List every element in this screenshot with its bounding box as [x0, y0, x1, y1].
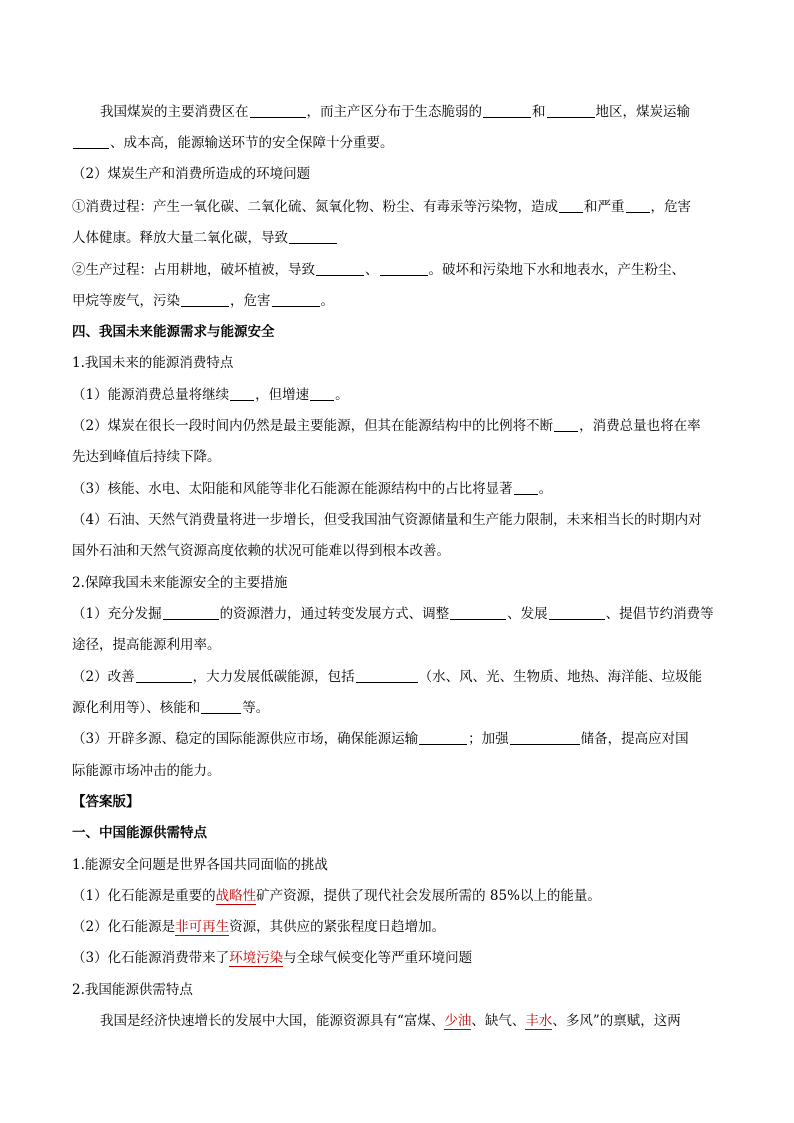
- text-line: [72, 635, 724, 655]
- text-line: [72, 886, 724, 906]
- fill-blank[interactable]: [547, 103, 595, 118]
- text: ；加强: [468, 731, 509, 747]
- fill-blank[interactable]: [181, 292, 229, 307]
- text: 矿产资源，提供了现代社会发展所需的 85%以上的能量。: [256, 888, 601, 904]
- text: （2）改善: [72, 669, 135, 685]
- text-line: [72, 479, 724, 499]
- fill-blank[interactable]: [514, 480, 538, 495]
- text-line: [72, 698, 724, 718]
- text: 我国是经济快速增长的发展中大国，能源资源具有“富煤、: [100, 1013, 445, 1029]
- text-line: [72, 228, 724, 248]
- text: 。: [320, 293, 334, 309]
- text: 。: [335, 387, 349, 403]
- text: 2.我国能源供需特点: [72, 982, 193, 998]
- text: 和严重: [584, 199, 625, 215]
- text: 。破坏和污染地下水和地表水，产生粉尘、: [428, 262, 685, 278]
- text-line: [72, 761, 724, 781]
- subheading: [72, 353, 724, 373]
- text-line: [72, 510, 724, 530]
- fill-blank[interactable]: [559, 198, 583, 213]
- text: 的资源潜力，通过转变发展方式、调整: [219, 606, 450, 622]
- text: 资源，其供应的紧张程度日趋增加。: [229, 919, 446, 935]
- fill-blank[interactable]: [483, 103, 531, 118]
- text-line: [72, 197, 724, 217]
- text: 、发展: [507, 606, 548, 622]
- text: 、成本高，能源输送环节的安全保障十分重要。: [110, 135, 394, 151]
- text: 、: [365, 262, 379, 278]
- text-line: [72, 917, 724, 937]
- answer-text: 少油: [444, 1013, 472, 1029]
- subheading: [72, 980, 724, 1000]
- text: 先达到峰值后持续下降。: [72, 449, 221, 465]
- subheading: [72, 855, 724, 875]
- text: 甲烷等废气，污染: [72, 293, 180, 309]
- text-line: [72, 667, 724, 687]
- fill-blank[interactable]: [316, 261, 364, 276]
- heading-text: 一、中国能源供需特点: [72, 825, 207, 841]
- text: （1）能源消费总量将继续: [72, 387, 230, 403]
- text-line: [72, 133, 724, 153]
- text: 人体健康。释放大量二氧化碳，导致: [72, 230, 288, 246]
- text: ，危害: [650, 199, 691, 215]
- text-line: [72, 541, 724, 561]
- text-line: [100, 102, 724, 122]
- text: （4）石油、天然气消费量将进一步增长，但受我国油气资源储量和生产能力限制，未来相当长的时期内对: [72, 512, 702, 528]
- fill-blank[interactable]: [380, 261, 428, 276]
- text-line: [72, 260, 724, 280]
- subheading: [72, 573, 724, 593]
- section-heading: [72, 322, 724, 342]
- text: ①消费过程：产生一氧化碳、二氧化硫、氮氧化物、粉尘、有毒汞等污染物，造成: [72, 199, 558, 215]
- text: 、缺气、: [471, 1013, 526, 1029]
- section-item: [72, 164, 724, 184]
- text-line: [72, 604, 724, 624]
- text: ②生产过程：占用耕地，破坏植被，导致: [72, 262, 315, 278]
- text: 等。: [242, 700, 270, 716]
- answer-text: 环境污染: [229, 950, 284, 966]
- text: 、多风”的禀赋，这两: [552, 1013, 681, 1029]
- text-line: [72, 948, 724, 968]
- text: 国外石油和天然气资源高度依赖的状况可能难以得到根本改善。: [72, 543, 450, 559]
- text: （1）化石能源是重要的: [72, 888, 216, 904]
- fill-blank[interactable]: [626, 198, 650, 213]
- heading-text: 四、我国未来能源需求与能源安全: [72, 324, 275, 340]
- text: 储备，提高应对国: [580, 731, 689, 747]
- text: 我国煤炭的主要消费区在: [100, 104, 249, 120]
- text: 源化利用等）、核能和: [72, 700, 201, 716]
- answer-text: 战略性: [215, 888, 257, 904]
- text: （2）煤炭在很长一段时间内仍然是最主要能源，但其在能源结构中的比例将不断: [72, 418, 554, 434]
- fill-blank[interactable]: [230, 386, 254, 401]
- text: （3）开辟多源、稳定的国际能源供应市场，确保能源运输: [72, 731, 419, 747]
- text: （水、风、光、生物质、地热、海洋能、垃圾能: [418, 669, 703, 685]
- text: 1.我国未来的能源消费特点: [72, 355, 234, 371]
- text: ，大力发展低碳能源，包括: [192, 669, 355, 685]
- text-line: [72, 416, 724, 436]
- section-heading: [72, 823, 724, 843]
- fill-blank[interactable]: [310, 386, 334, 401]
- text: 际能源市场冲击的能力。: [72, 763, 221, 779]
- fill-blank[interactable]: [450, 605, 506, 620]
- text: ，消费总量也将在率: [579, 418, 701, 434]
- fill-blank[interactable]: [419, 730, 467, 745]
- text: 和: [532, 104, 546, 120]
- text-line: [72, 729, 724, 749]
- fill-blank[interactable]: [549, 605, 605, 620]
- text: 途径，提高能源利用率。: [72, 637, 221, 653]
- answer-version-title: [72, 792, 724, 812]
- text: 、提倡节约消费等: [605, 606, 714, 622]
- text: （2）化石能源是: [72, 919, 176, 935]
- fill-blank[interactable]: [356, 668, 418, 683]
- text: 【答案版】: [72, 794, 140, 810]
- fill-blank[interactable]: [250, 103, 306, 118]
- text: ，而主产区分布于生态脆弱的: [306, 104, 482, 120]
- fill-blank[interactable]: [136, 668, 192, 683]
- text: 地区，煤炭运输: [595, 104, 690, 120]
- fill-blank[interactable]: [201, 699, 241, 714]
- text-line: [72, 447, 724, 467]
- text: （3）核能、水电、太阳能和风能等非化石能源在能源结构中的占比将显著: [72, 481, 513, 497]
- text: 2.保障我国未来能源安全的主要措施: [72, 575, 288, 591]
- text-line: [100, 1011, 724, 1031]
- text: （1）充分发掘: [72, 606, 162, 622]
- text: 与全球气候变化等严重环境问题: [283, 950, 473, 966]
- answer-text: 丰水: [525, 1013, 553, 1029]
- fill-blank[interactable]: [272, 292, 320, 307]
- answer-text: 非可再生: [175, 919, 230, 935]
- text: 1.能源安全问题是世界各国共同面临的挑战: [72, 857, 328, 873]
- text-line: [72, 385, 724, 405]
- fill-blank[interactable]: [163, 605, 219, 620]
- fill-blank[interactable]: [510, 730, 580, 745]
- text: （2）煤炭生产和消费所造成的环境问题: [72, 166, 311, 182]
- text: （3）化石能源消费带来了: [72, 950, 230, 966]
- text: ，但增速: [255, 387, 310, 403]
- fill-blank[interactable]: [289, 229, 337, 244]
- text-line: [72, 291, 724, 311]
- fill-blank[interactable]: [73, 134, 109, 149]
- text: 。: [538, 481, 553, 497]
- text: ，危害: [230, 293, 271, 309]
- fill-blank[interactable]: [554, 417, 578, 432]
